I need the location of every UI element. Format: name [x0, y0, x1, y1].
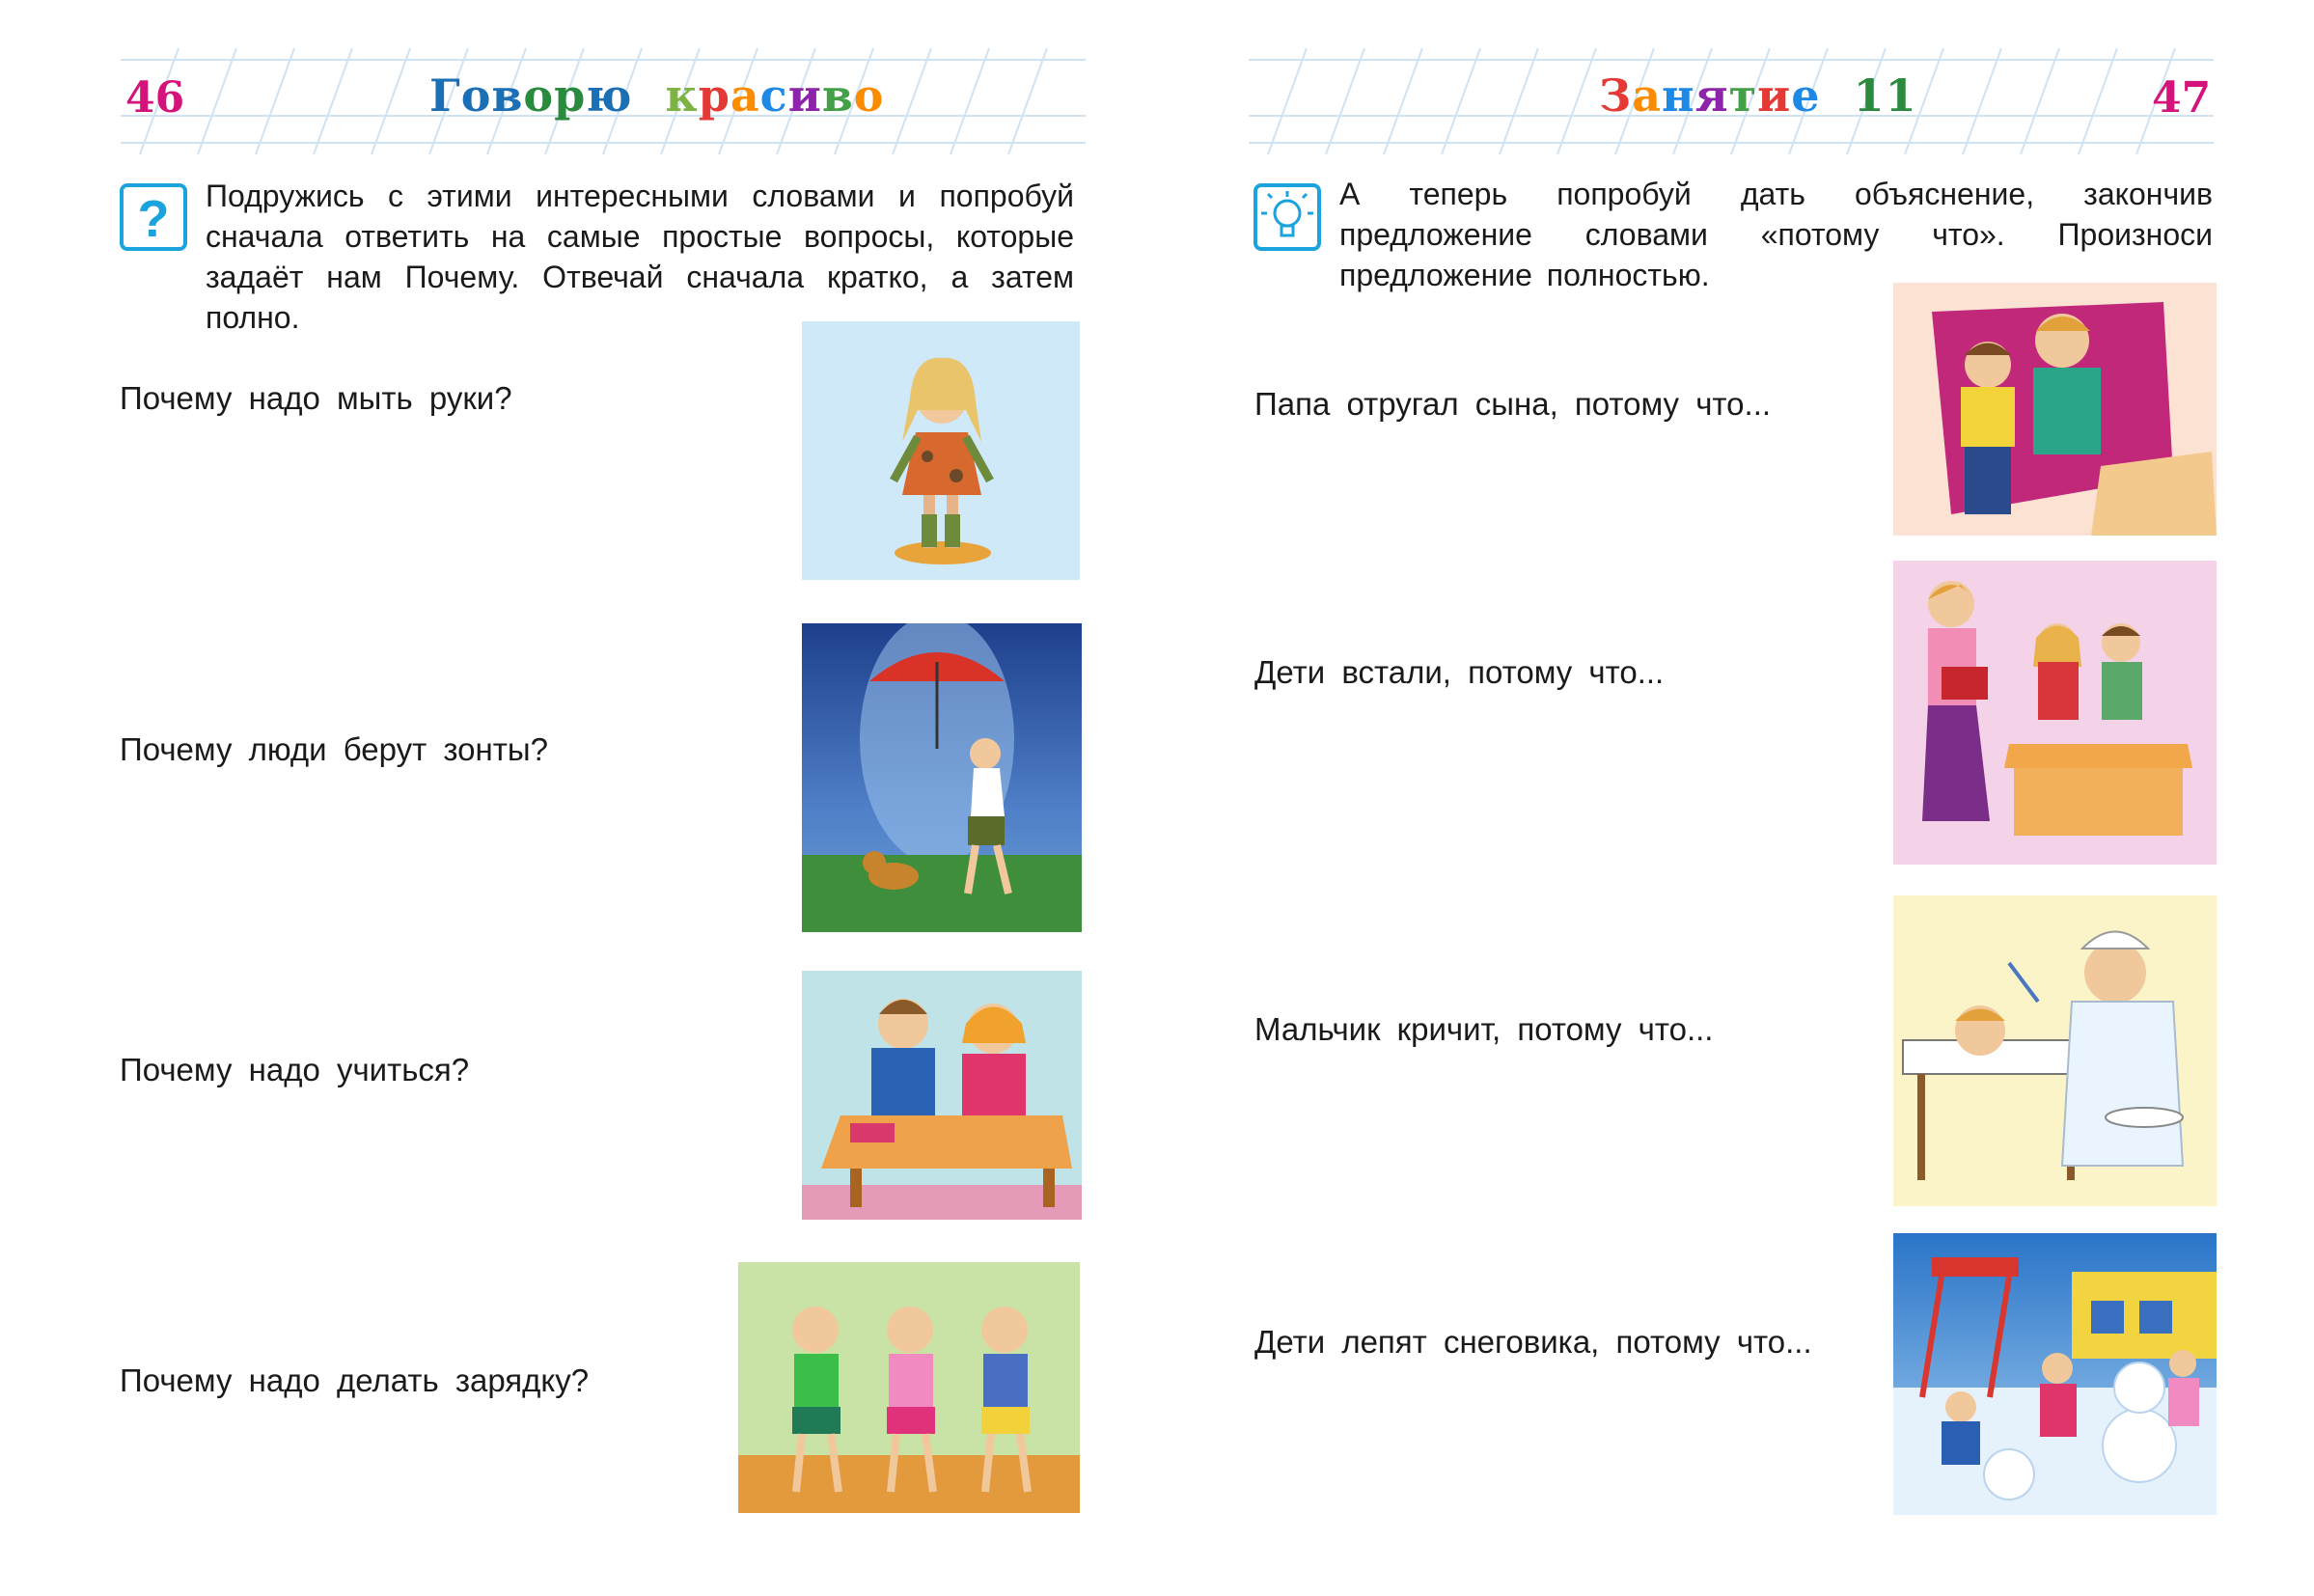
instruction-text: Подружись с этими интересными словами и попробуй сначала ответить на самые простые вопросы, которые задаёт нам Почему. Отвечай сначала кратко, а затем полно. — [206, 179, 1074, 335]
title-letter: Г — [429, 69, 461, 122]
title-letter: с — [759, 69, 788, 122]
title-letter: в — [491, 69, 524, 122]
sentence-4: Дети лепят снеговика, потому что... — [1254, 1324, 1812, 1360]
title-letter: в — [821, 69, 854, 122]
title-letter: р — [554, 69, 587, 122]
title-word — [429, 69, 632, 122]
title-letter: т — [1728, 69, 1758, 122]
title-letter: и — [787, 69, 822, 122]
illustration-father-son — [1893, 283, 2217, 536]
sentence-2: Дети встали, потому что... — [1254, 654, 1665, 690]
title-letter: 1 — [1853, 69, 1886, 122]
question-3: Почему надо учиться? — [120, 1052, 470, 1087]
question-mark-icon: ? — [120, 183, 187, 251]
illustration-snowman — [1893, 1233, 2217, 1515]
question-1: Почему надо мыть руки? — [120, 380, 512, 416]
right-page — [1157, 0, 2314, 1596]
page-title — [429, 69, 884, 122]
instruction-text: А теперь попробуй дать объяснение, закончив предложение словами «потому что». Произноси предложение полностью. — [1339, 177, 2213, 292]
page-number: 46 — [125, 73, 185, 123]
title-letter: и — [1757, 69, 1792, 122]
title-letter: о — [523, 69, 555, 122]
page-number: 47 — [2152, 73, 2212, 123]
title-letter: е — [1791, 69, 1821, 122]
illustration-doctor-injection — [1893, 895, 2217, 1206]
title-letter: к — [665, 69, 699, 122]
question-2: Почему люди берут зонты? — [120, 731, 548, 767]
title-letter: я — [1694, 69, 1729, 122]
lightbulb-icon — [1253, 183, 1321, 251]
title-letter: н — [1662, 69, 1695, 122]
title-word — [665, 69, 884, 122]
page-title — [1599, 69, 1917, 122]
illustration-morning-exercise — [738, 1262, 1080, 1513]
title-word — [1599, 69, 1821, 122]
title-letter: 1 — [1885, 69, 1917, 122]
title-letter: а — [1632, 69, 1662, 122]
illustration-teacher-children — [1893, 561, 2217, 865]
title-letter: ю — [586, 69, 633, 122]
illustration-rain-umbrella — [802, 623, 1082, 932]
title-letter: о — [460, 69, 492, 122]
title-word — [1854, 69, 1917, 122]
title-letter: р — [698, 69, 730, 122]
title-letter: а — [730, 69, 760, 122]
sentence-1: Папа отругал сына, потому что... — [1254, 386, 1772, 422]
illustration-school-desk — [802, 971, 1082, 1220]
title-letter: З — [1599, 69, 1633, 122]
illustration-dirty-girl — [802, 321, 1080, 580]
title-letter: о — [853, 69, 885, 122]
sentence-3: Мальчик кричит, потому что... — [1254, 1011, 1714, 1047]
question-4: Почему надо делать зарядку? — [120, 1362, 590, 1398]
